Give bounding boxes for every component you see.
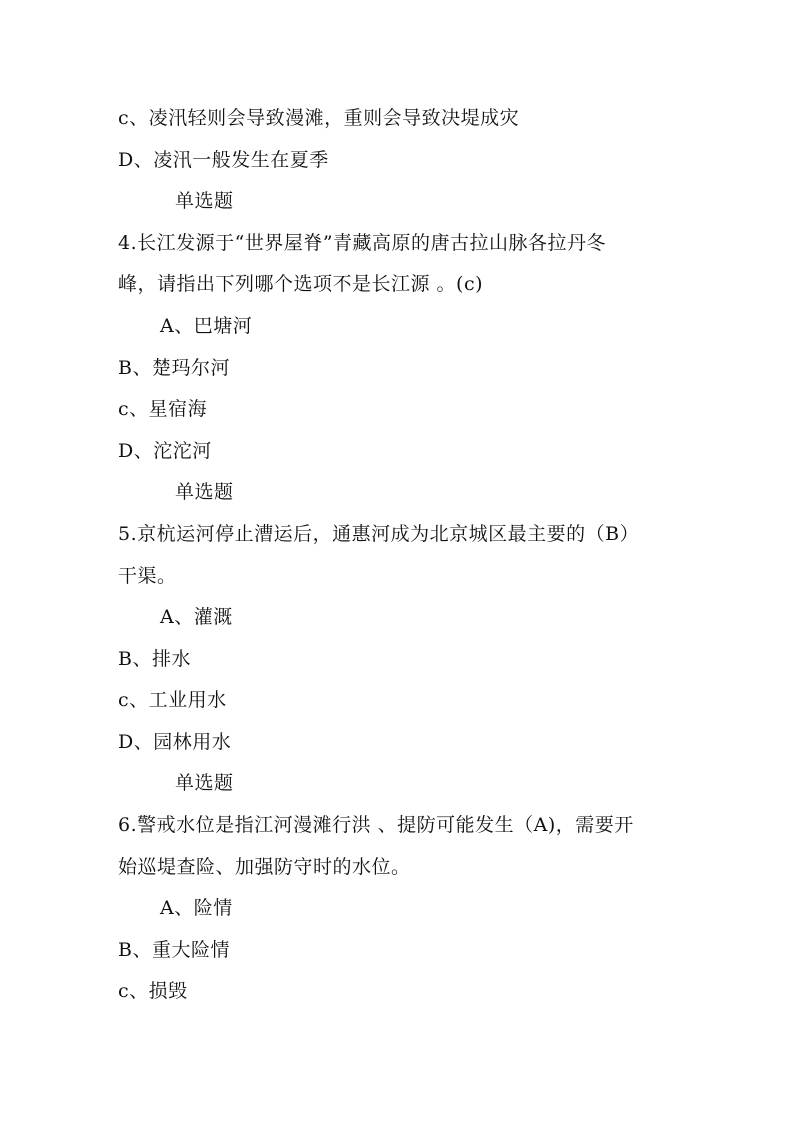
- question-6-line-1: 6.警戒水位是指江河漫滩行洪 、提防可能发生（A)，需要开: [118, 814, 634, 836]
- question-type-label: 单选题: [175, 772, 234, 794]
- option-d-q5: D、园林用水: [118, 731, 232, 753]
- question-6-line-2: 始巡堤查险、加强防守时的水位。: [118, 856, 411, 878]
- option-d-q3: D、凌汛一般发生在夏季: [118, 149, 329, 171]
- question-4-line-1: 4.长江发源于“世界屋脊”青藏高原的唐古拉山脉各拉丹冬: [118, 232, 607, 254]
- option-b-q4: B、楚玛尔河: [118, 357, 230, 379]
- option-d-q4: D、沱沱河: [118, 440, 212, 462]
- question-5-line-1: 5.京杭运河停止漕运后，通惠河成为北京城区最主要的（B）: [118, 523, 640, 545]
- option-a-q4: A、巴塘河: [160, 315, 253, 337]
- option-b-q6: B、重大险情: [118, 939, 230, 961]
- option-a-q5: A、灌溉: [160, 606, 233, 628]
- option-c-q4: c、星宿海: [118, 398, 208, 420]
- option-c-q6: c、损毁: [118, 980, 188, 1002]
- question-5-line-2: 干渠。: [118, 565, 177, 587]
- option-c-q3: c、凌汛轻则会导致漫滩，重则会导致决堤成灾: [118, 107, 520, 129]
- question-type-label: 单选题: [175, 190, 234, 212]
- question-4-line-2: 峰，请指出下列哪个选项不是长江源 。(c): [118, 273, 484, 295]
- question-type-label: 单选题: [175, 481, 234, 503]
- option-c-q5: c、工业用水: [118, 689, 227, 711]
- option-b-q5: B、排水: [118, 648, 191, 670]
- option-a-q6: A、险情: [160, 897, 233, 919]
